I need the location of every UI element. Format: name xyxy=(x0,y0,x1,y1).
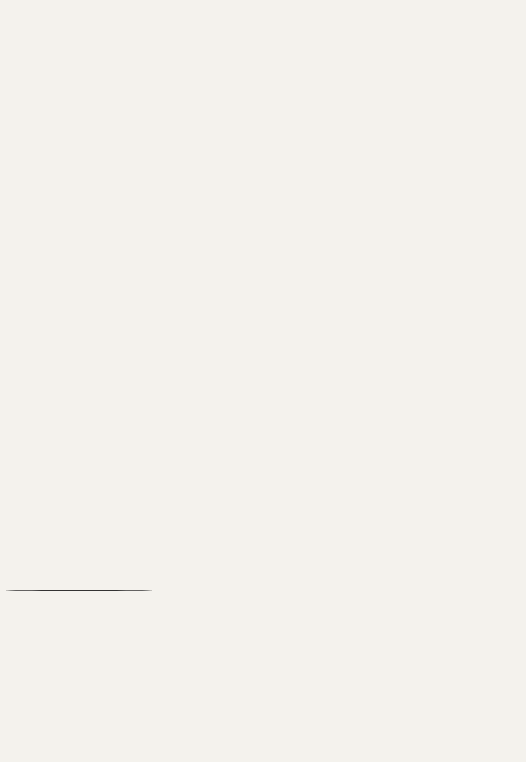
handwritten-underline xyxy=(6,590,152,591)
